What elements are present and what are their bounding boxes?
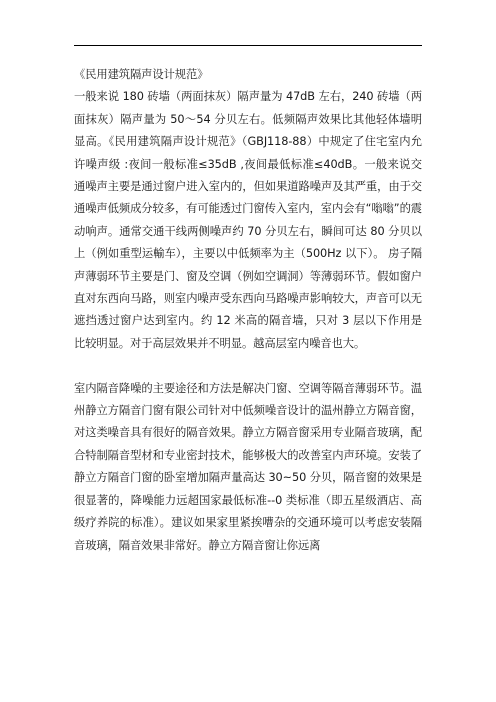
header-rule xyxy=(74,45,422,46)
paragraph-2: 室内隔音降噪的主要途径和方法是解决门窗、空调等隔音薄弱环节。温州静立方隔音门窗有限公司针对中低频噪音设计的温州静立方隔音窗，对这类噪音具有很好的隔音效果。静立方隔音窗采用专业隔音玻璃，配合特制隔音型材和专业密封技术，能够极大的改善室内声环境。安装了静立方隔音门窗的卧室增加隔声量高达 30~50 分贝，隔音窗的效果是很显著的，降噪能力远超国家最低标准--0 类标准（即五星级酒店、高级疗养院的标准）。建议如果家里紧挨嘈杂的交通环境可以考虑安装隔音玻璃，隔音效果非常好。静立方隔音窗让你远离 xyxy=(74,381,422,552)
paragraph-gap xyxy=(74,355,422,377)
document-body xyxy=(74,64,422,557)
document-title: 《民用建筑隔声设计规范》 xyxy=(74,68,209,81)
paragraph-1: 一般来说 180 砖墙（两面抹灰）隔声量为 47dB 左右，240 砖墙（两面抹灰）隔声量为 50～54 分贝左右。低频隔声效果比其他轻体墙明显高。《民用建筑隔声设计规范》（GBJ118-88）中规定了住宅室内允许噪声级 :夜间一般标准≤35dB ,夜间最低标准≤40dB。一般来说交通噪声主要是通过窗户进入室内的，但如果道路噪声及其严重，由于交通噪声低频成分较多，有可能透过门窗传入室内，室内会有“嗡嗡”的震动响声。通常交通干线两侧噪声约 70 分贝左右，瞬间可达 80 分贝以上（例如重型运輸车），主要以中低频率为主（500Hz 以下）。 房子隔声薄弱环节主要是门、窗及空调（例如空调洞）等薄弱环节。假如窗户直对东西向马路，则室内噪声受东西向马路噪声影响较大，声音可以无遮挡透过窗户达到室内。约 12 米高的隔音墙，只对 3 层以下作用是比较明显。对于高层效果并不明显。越高层室内噪音也大。 xyxy=(74,90,422,350)
